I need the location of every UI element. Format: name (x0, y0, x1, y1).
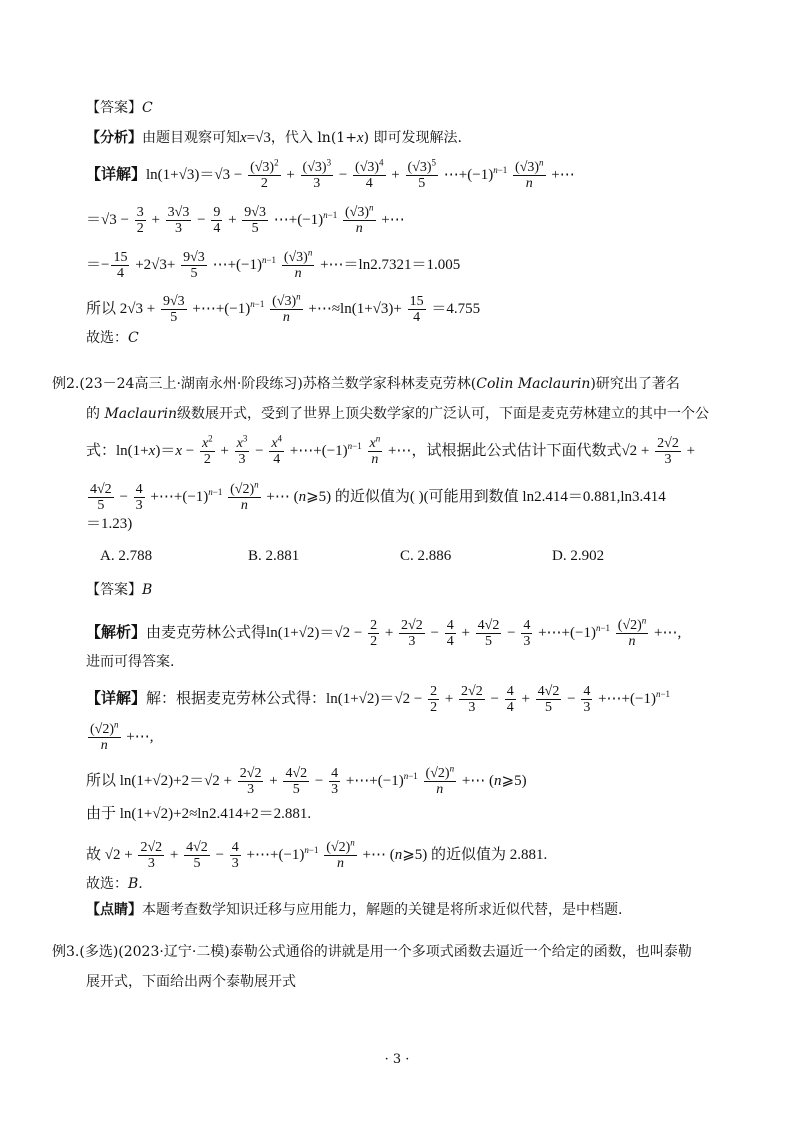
detail-line-3: ＝− $\frac{15}{4}$ +2√3+ $\frac{9√3}{5}$ $\cdots+(-1)^{n-1}$ $\frac{(√3)^n}{n}$ +⋯＝ln2.7321＝1.005 (86, 247, 461, 281)
example2-line-1: 例2.(23－24高三上·湖南永州·阶段练习)苏格兰数学家科林麦克劳林(Colin Maclaurin)研究出了著名 (52, 376, 680, 392)
detail-line-2: ＝√3 − $\frac{3}{2}$ + $\frac{3√3}{3}$ − $\frac{9}{4}$ + $\frac{9√3}{5}$ $\cdots+(-1)^{n-1}$ $\frac{(√3)^n}{n}$ +⋯ (86, 202, 405, 236)
example2-line-3: 式：ln(1+x)＝x − $\frac{x^2}{2}$ + $\frac{x^3}{3}$ − $\frac{x^4}{4}$ $+\cdots+(-1)^{n-1}$ $\frac{x^n}{n}$ +⋯，试根据此公式估计下面代数式√2 + $\frac{2√2}{3}$ + (86, 433, 696, 467)
answer-line: 【答案】C (86, 100, 153, 116)
choice-b[interactable]: B. 2.881 (248, 548, 300, 564)
remark-line: 【点睛】本题考查数学知识迁移与应用能力，解题的关键是将所求近似代替，是中档题. (86, 902, 623, 918)
example3-line-1: 例3.(多选)(2023·辽宁·二模)泰勒公式通俗的讲就是用一个多项式函数去逼近一个给定的函数，也叫泰勒 (52, 944, 692, 960)
choice-c[interactable]: C. 2.886 (400, 548, 452, 564)
page-number: · 3 · (384, 1052, 410, 1067)
detail-line-1: 【详解】ln(1+√3)＝√3 − $\frac{(√3)^2}{2}$ + $\frac{(√3)^3}{3}$ − $\frac{(√3)^4}{4}$ + $\frac{(√3)^5}{5}$ $\cdots+(-1)^{n-1}$ $\frac{(√3)^n}{n}$ +⋯ (86, 157, 575, 191)
answer2-line: 【答案】B (86, 582, 153, 598)
analysis2-line: 【解析】由麦克劳林公式得ln(1+√2)＝√2 − $\frac{2}{2}$ + $\frac{2√2}{3}$ − $\frac{4}{4}$ + $\frac{4√2}{5}$ − $\frac{4}{3}$ $+\cdots+(-1)^{n-1}$ $\frac{(√2)^n}{n}$ +⋯, (86, 615, 682, 649)
choices-row (100, 546, 620, 566)
answer-tag: 【 (86, 100, 100, 116)
choice-d[interactable]: D. 2.902 (552, 548, 605, 564)
detail2-line-3: 所以 ln(1+√2)+2＝√2 + $\frac{2√2}{3}$ + $\frac{4√2}{5}$ − $\frac{4}{3}$ $+\cdots+(-1)^{n-1}$ $\frac{(√2)^n}{n}$ +⋯ (n⩾5) (86, 763, 527, 797)
analysis-line: 【分析】由题目观察可知x=√3，代入 ln(1+x) 即可发现解法. (86, 130, 462, 146)
example-label: 例2. (52, 376, 80, 392)
detail2-line-2: $\frac{(√2)^n}{n}$ +⋯, (90, 719, 154, 753)
detail2-line-5: 故 √2 + $\frac{2√2}{3}$ + $\frac{4√2}{5}$ − $\frac{4}{3}$ $+\cdots+(-1)^{n-1}$ $\frac{(√2)^n}{n}$ +⋯ (n⩾5) 的近似值为 2.881. (86, 837, 548, 871)
example2-line-5: ＝1.23) (86, 516, 133, 532)
conclusion-line: 故选：C (86, 330, 139, 346)
detail2-line-4: 由于 ln(1+√2)+2≈ln2.414+2＝2.881. (86, 806, 312, 822)
detail2-line-1: 【详解】解：根据麦克劳林公式得：ln(1+√2)＝√2 − $\frac{2}{2}$ + $\frac{2√2}{3}$ − $\frac{4}{4}$ + $\frac{4√2}{5}$ − $\frac{4}{3}$ $+\cdots+(-1)^{n-1}$ (86, 684, 671, 715)
answer-value: C (142, 100, 153, 116)
example2-line-2: 的 Maclaurin级数展开式，受到了世界上顶尖数学家的广泛认可，下面是麦克劳林建立的其中一个公 (86, 406, 710, 422)
example2-line-4: $\frac{4√2}{5}$ − $\frac{4}{3}$ $+\cdots+(-1)^{n-1}$ $\frac{(√2)^n}{n}$ +⋯ (n⩾5) 的近似值为( )(可能用到数值 ln2.414＝0.881,ln3.414 (90, 479, 666, 513)
example3-line-2: 展开式，下面给出两个泰勒展开式 (86, 974, 296, 990)
choice-a[interactable]: A. 2.788 (100, 548, 153, 564)
analysis2-tail: 进而可得答案. (86, 654, 175, 670)
detail-line-4: 所以 2√3 + $\frac{9√3}{5}$ $+\cdots+(-1)^{n-1}$ $\frac{(√3)^n}{n}$ +⋯≈ln(1+√3)+ $\frac{15}{4}$ ＝4.755 (86, 291, 481, 325)
conclusion2-line: 故选：B. (86, 876, 143, 892)
